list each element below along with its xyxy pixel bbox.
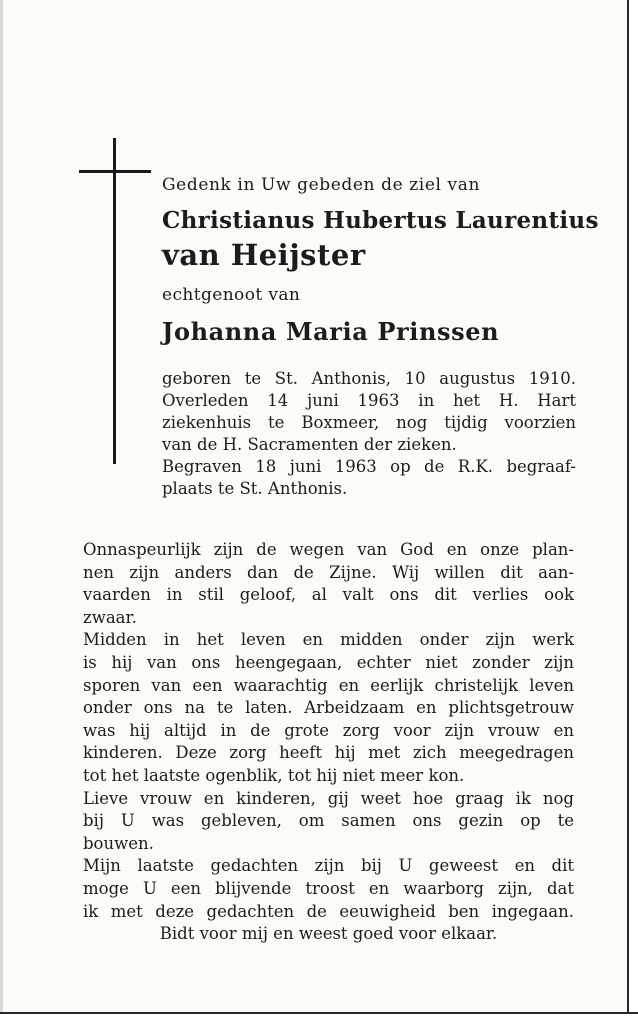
prayer-line: vaarden in stil geloof, al valt ons dit verlies ook — [83, 585, 574, 605]
cross-horizontal-bar — [79, 170, 151, 173]
spouse-label: echtgenoot van — [162, 285, 301, 305]
prayer-line: was hij altijd in de grote zorg voor zijn vrouw en — [83, 720, 574, 740]
prayer-line: bouwen. — [83, 833, 154, 853]
prayer-line: bij U was gebleven, om samen ons gezin op te — [83, 811, 574, 831]
prayer-line: Onnaspeurlijk zijn de wegen van God en onze plan- — [83, 540, 574, 559]
prayer-text-block — [83, 539, 574, 946]
bio-line: geboren te St. Anthonis, 10 augustus 1910. — [162, 369, 576, 388]
bio-line: ziekenhuis te Boxmeer, nog tijdig voorzien — [162, 413, 576, 432]
prayer-line: nen zijn anders dan de Zijne. Wij willen dit aan- — [83, 562, 574, 582]
prayer-line: onder ons na te laten. Arbeidzaam en plichtsgetrouw — [83, 698, 574, 718]
card-bottom-border — [0, 1012, 638, 1024]
deceased-given-names: Christianus Hubertus Laurentius — [162, 207, 599, 234]
prayer-line: Lieve vrouw en kinderen, gij weet hoe graag ik nog — [83, 788, 574, 808]
bio-line: van de H. Sacramenten der zieken. — [162, 435, 457, 454]
prayer-line: Mijn laatste gedachten zijn bij U geweest en dit — [83, 856, 574, 876]
card-right-border — [627, 0, 638, 1024]
bio-line: Begraven 18 juni 1963 op de R.K. begraaf- — [162, 457, 576, 476]
prayer-line: sporen van een waarachtig en eerlijk christelijk leven — [83, 675, 574, 695]
deceased-surname: van Heijster — [162, 238, 366, 272]
prayer-line: tot het laatste ogenblik, tot hij niet meer kon. — [83, 765, 465, 785]
prayer-line: is hij van ons heengegaan, echter niet zonder zijn — [83, 652, 574, 672]
prayer-line: Midden in het leven en midden onder zijn werk — [83, 630, 574, 650]
prayer-line: moge U een blijvende troost en waarborg zijn, dat — [83, 878, 574, 898]
prayer-line: ik met deze gedachten de eeuwigheid ben ingegaan. — [83, 901, 574, 921]
prayer-line: kinderen. Deze zorg heeft hij met zich meegedragen — [83, 743, 574, 763]
card-left-edge — [0, 0, 3, 1024]
cross-vertical-bar — [113, 138, 116, 464]
closing-line: Bidt voor mij en weest goed voor elkaar. — [159, 924, 498, 944]
bio-line: Overleden 14 juni 1963 in het H. Hart — [162, 391, 576, 410]
bio-line: plaats te St. Anthonis. — [162, 479, 348, 498]
spouse-name: Johanna Maria Prinssen — [162, 317, 500, 346]
intro-text: Gedenk in Uw gebeden de ziel van — [162, 175, 481, 195]
biography-block — [162, 368, 576, 500]
prayer-line: zwaar. — [83, 607, 137, 627]
